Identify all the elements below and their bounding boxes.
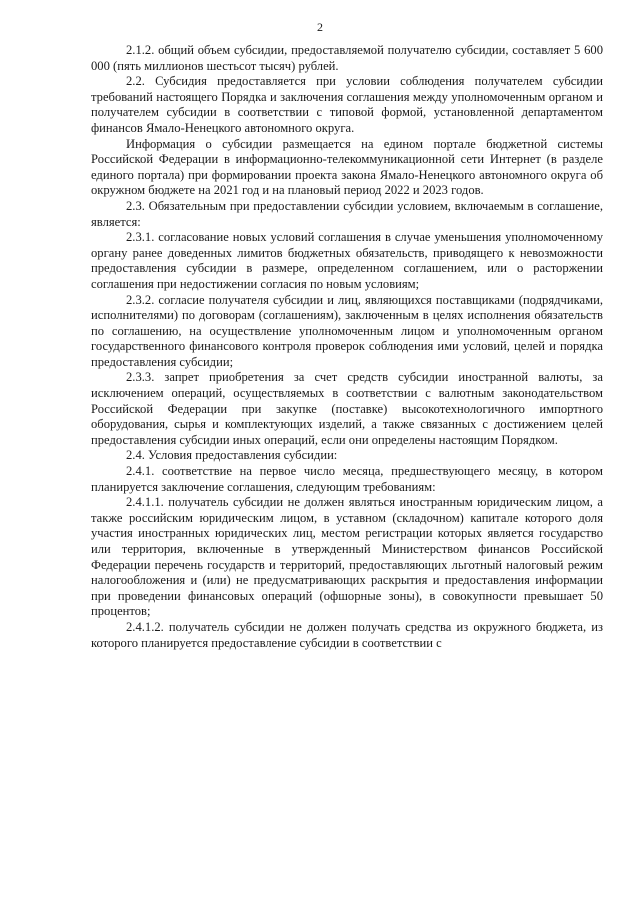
paragraph-2-3-2: 2.3.2. согласие получателя субсидии и лиц, являющихся поставщиками (подрядчиками, исполнителями) по договорам (соглашениям), заключенным в целях исполнения обязательств по соглашению, на осуществление уполномоченным лицом и уполномоченным органом государственного финансового контроля проверок соблюдения ими условий, целей и порядка предоставления субсидии;: [91, 292, 603, 369]
paragraph-2-2: 2.2. Субсидия предоставляется при условии соблюдения получателем субсидии требований настоящего Порядка и заключения соглашения между уполномоченным органом и получателем субсидии в соответствии с типовой формой, установленной департаментом финансов Ямало-Ненецкого автономного округа.: [91, 74, 603, 135]
paragraph-2-1-2: 2.1.2. общий объем субсидии, предоставляемой получателю субсидии, составляет 5 600 000 (пять миллионов шестьсот тысяч) рублей.: [91, 43, 603, 73]
paragraph-2-4-1: 2.4.1. соответствие на первое число месяца, предшествующего месяцу, в котором планируется заключение соглашения, следующим требованиям:: [91, 464, 603, 494]
paragraph-2-3-1: 2.3.1. согласование новых условий соглашения в случае уменьшения уполномоченному органу ранее доведенных лимитов бюджетных обязательств, приводящего к невозможности предоставления субсидии в размере, определенном соглашением, или о расторжении соглашения при недостижении согласия по новым условиям;: [91, 230, 603, 291]
paragraph-2-3-3: 2.3.3. запрет приобретения за счет средств субсидии иностранной валюты, за исключением операций, осуществляемых в соответствии с валютным законодательством Российской Федерации при закупке (поставке) высокотехнологичного импортного оборудования, сырья и комплектующих изделий, а также связанных с достижением целей предоставления субсидии иных операций, если они определены настоящим Порядком.: [91, 370, 603, 447]
paragraph-2-4-1-2: 2.4.1.2. получатель субсидии не должен получать средства из окружного бюджета, из которого планируется предоставление субсидии в соответствии с: [91, 619, 603, 650]
paragraph-2-4: 2.4. Условия предоставления субсидии:: [126, 448, 338, 463]
paragraph-subsidy-info: Информация о субсидии размещается на едином портале бюджетной системы Российской Федерации в информационно-телекоммуникационной сети Интернет (в разделе единого портала) при формировании проекта закона Ямало-Ненецкого автономного округа об окружном бюджете на 2021 год и на плановый период 2022 и 2023 годов.: [91, 136, 603, 198]
paragraph-2-3: 2.3. Обязательным при предоставлении субсидии условием, включаемым в соглашение, является:: [91, 198, 603, 229]
document-body: [91, 43, 603, 651]
paragraph-2-4-1-1: 2.4.1.1. получатель субсидии не должен являться иностранным юридическим лицом, а также российским юридическим лицом, в уставном (складочном) капитале которого доля участия иностранных юридических лиц, местом регистрации которых является государство или территория, включенные в утвержденный Министерством финансов Российской Федерации перечень государств и территорий, предоставляющих льготный налоговый режим налогообложения и (или) не предусматривающих раскрытия и предоставления информации при проведении финансовых операций (офшорные зоны), в совокупности превышает 50 процентов;: [91, 495, 603, 619]
page-number: 2: [317, 20, 323, 34]
